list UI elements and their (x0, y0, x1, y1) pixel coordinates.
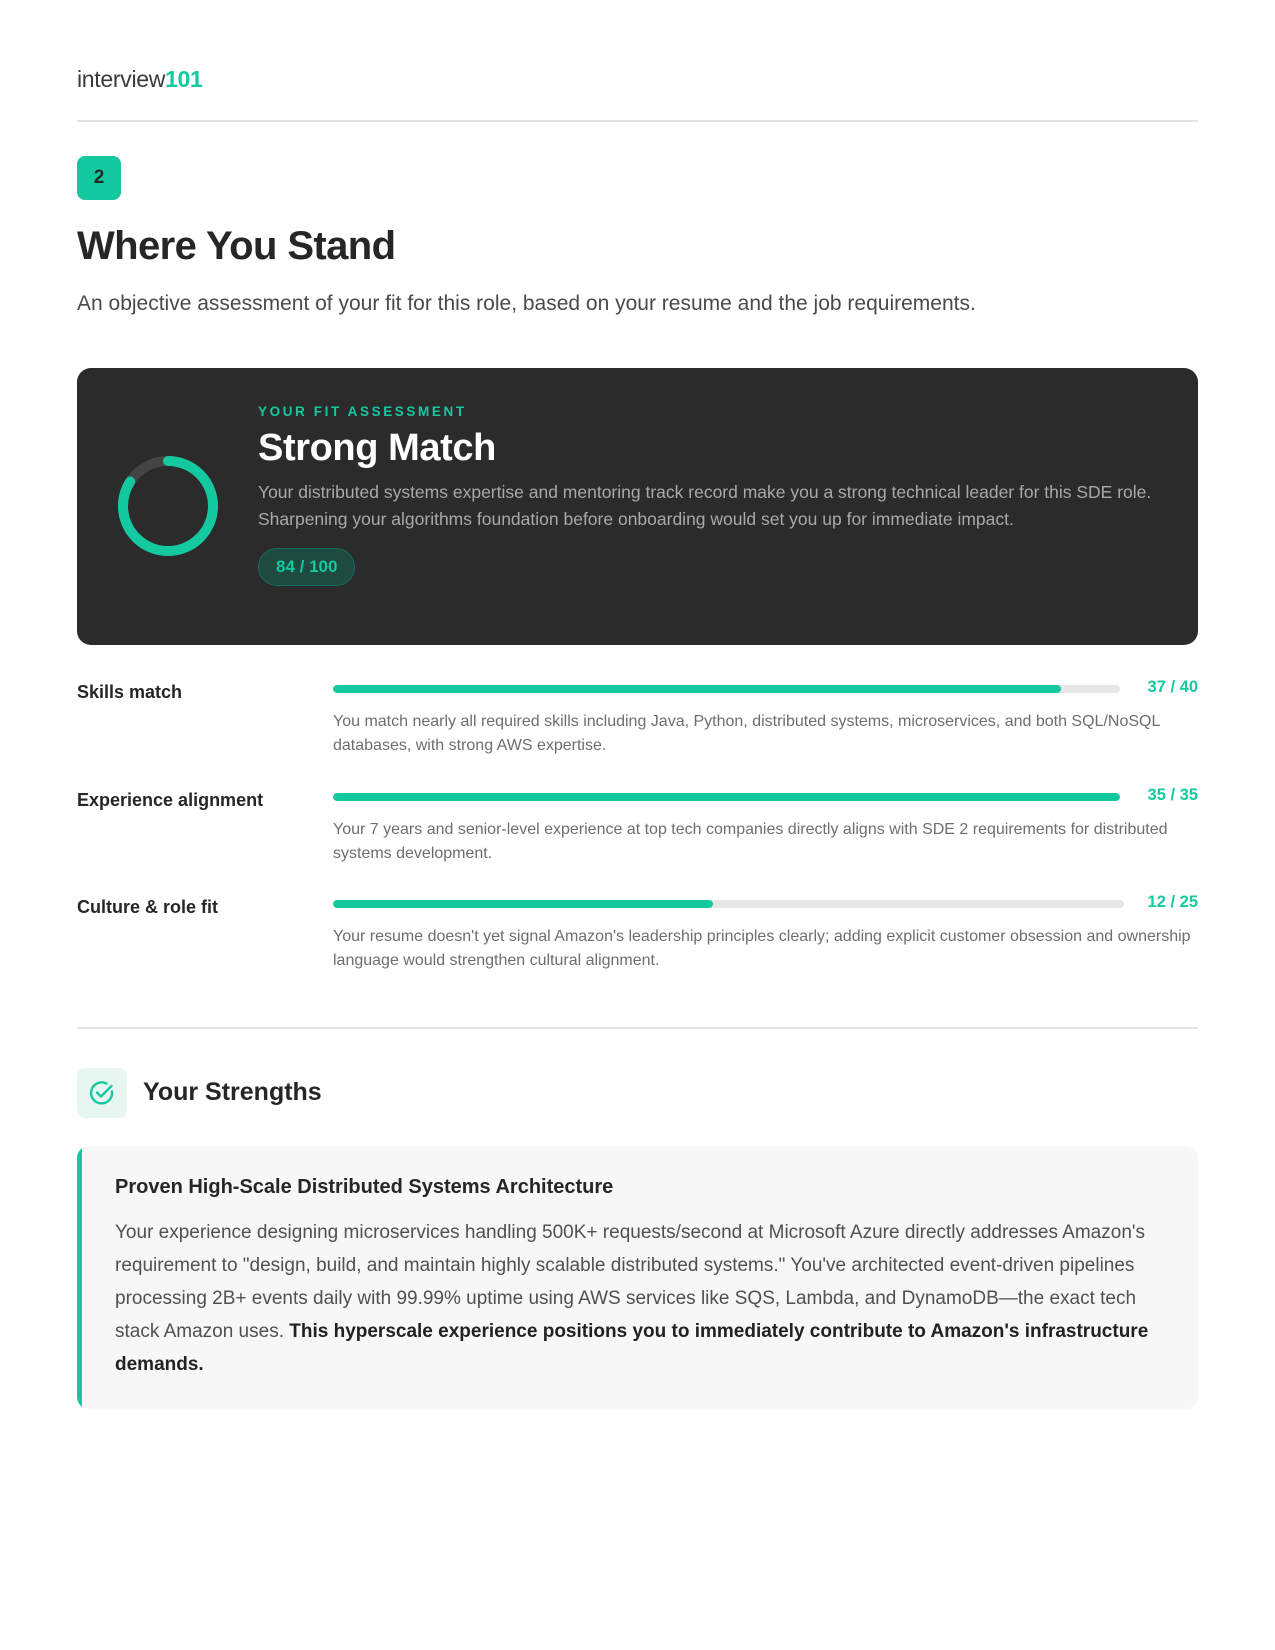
metric-progress-fill (333, 793, 1120, 801)
brand-logo (77, 66, 203, 93)
strengths-heading: Your Strengths (143, 1078, 322, 1106)
metric-description: Your resume doesn't yet signal Amazon's leadership principles clearly; adding explicit customer obsession and ownership language would strengthen cultural alignment. (333, 928, 1191, 969)
metric-progress-fill (333, 900, 713, 908)
fit-assessment-card (77, 368, 1198, 645)
metric-score: 12 / 25 (1147, 893, 1198, 911)
metric-progress-track (333, 793, 1120, 801)
check-circle-icon (77, 1068, 127, 1118)
fit-title: Strong Match (258, 427, 496, 469)
fit-eyebrow: YOUR FIT ASSESSMENT (258, 404, 467, 419)
strength-body-text: Your experience designing microservices handling 500K+ requests/second at Microsoft Azure directly addresses Amazon's requirement to "design, build, and maintain highly scalable distributed systems." You've architected event-driven pipelines processing 2B+ events daily with 99.99% uptime using AWS services like SQS, Lambda, and DynamoDB—the exact tech stack Amazon uses. (115, 1222, 1146, 1342)
strength-card-accent-bar (77, 1146, 82, 1409)
metric-label: Culture & role fit (77, 897, 219, 917)
metric-description: You match nearly all required skills including Java, Python, distributed systems, microservices, and both SQL/NoSQL databases, with strong AWS expertise. (333, 713, 1160, 754)
strength-body (115, 1216, 1165, 1381)
metric-progress-track (333, 685, 1120, 693)
header-divider (77, 120, 1198, 122)
metric-score: 37 / 40 (1147, 678, 1198, 696)
section-number-badge: 2 (77, 156, 121, 200)
metric-label: Skills match (77, 682, 183, 702)
section-divider (77, 1027, 1198, 1029)
strength-title: Proven High-Scale Distributed Systems Architecture (115, 1176, 614, 1198)
page-title: Where You Stand (77, 224, 396, 268)
fit-description: Your distributed systems expertise and mentoring track record make you a strong technical leader for this SDE role. Sharpening your algorithms foundation before onboarding would set you up for immediate impact. (258, 482, 1152, 529)
fit-assessment-body (258, 404, 1158, 586)
page-subtitle: An objective assessment of your fit for this role, based on your resume and the job requirements. (77, 292, 976, 315)
strength-body-emphasis: This hyperscale experience positions you to immediately contribute to Amazon's infrastructure demands. (115, 1321, 1149, 1375)
brand-name-light: interview (77, 66, 166, 92)
strength-card (77, 1146, 1198, 1409)
metric-description: Your 7 years and senior-level experience at top tech companies directly aligns with SDE 2 requirements for distributed systems development. (333, 821, 1168, 862)
fit-score-pill: 84 / 100 (258, 548, 355, 586)
metric-score: 35 / 35 (1147, 786, 1198, 804)
metric-progress-fill (333, 685, 1061, 693)
brand-name-bold: 101 (165, 66, 203, 92)
metric-label: Experience alignment (77, 790, 264, 810)
fit-score-ring (117, 455, 219, 557)
metric-progress-track (333, 900, 1124, 908)
